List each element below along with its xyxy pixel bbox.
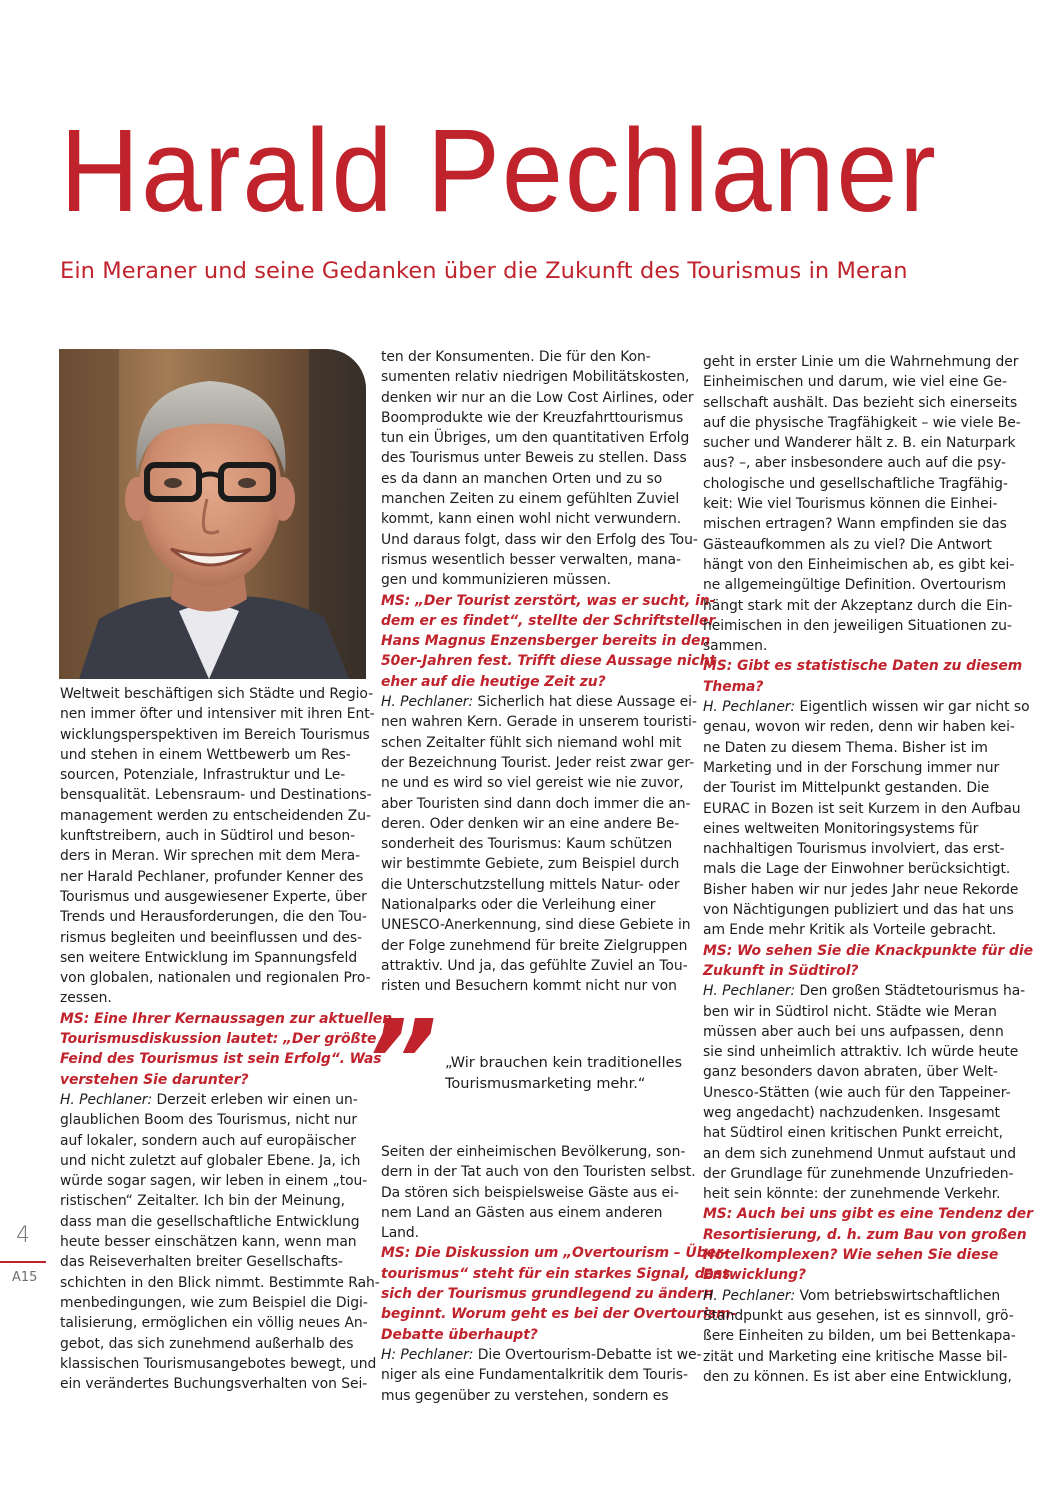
interview-question-line: Hans Magnus Enzensberger bereits in den	[381, 633, 711, 650]
article-subtitle: Ein Meraner und seine Gedanken über die Zukunft des Tourismus in Meran	[60, 258, 908, 284]
text-line: der Grundlage für zunehmende Unzufrieden-	[703, 1165, 1014, 1182]
text-line: mischen ertragen? Wann empfinden sie das	[703, 516, 1007, 533]
text-line	[60, 1090, 370, 1110]
text-line: wicklungsperspektiven im Bereich Tourismus	[60, 726, 370, 743]
text-line: ganz besonders davon abraten, über Welt-	[703, 1064, 998, 1081]
text-line: heimischen in den jeweiligen Situationen zu-	[703, 617, 1012, 634]
text-line: chologische und gesellschaftliche Tragfähig-	[703, 475, 1008, 492]
interview-question-line: MS: Die Diskussion um „Overtourism – Über-	[381, 1245, 729, 1262]
text-line: EURAC in Bozen ist seit Kurzem in den Aufbau	[703, 800, 1021, 817]
text-line: ristischen“ Zeitalter. Ich bin der Meinung,	[60, 1193, 345, 1210]
text-line: sucher und Wanderer hält z. B. ein Naturpark	[703, 435, 1016, 452]
text-line: ne allgemeingültige Definition. Overtourism	[703, 577, 1007, 594]
text-line: UNESCO-Anerkennung, sind diese Gebiete in	[381, 917, 691, 934]
page-number: 4	[16, 1223, 30, 1248]
article-title: Harald Pechlaner	[60, 105, 938, 237]
text-line: es da dann an manchen Orten und zu so	[381, 470, 663, 487]
text-line: von Nächtigungen publiziert und das hat uns	[703, 902, 1014, 919]
text-line: Marketing und in der Forschung immer nur	[703, 759, 1000, 776]
text-line: mus gegenüber zu verstehen, sondern es	[381, 1387, 669, 1404]
text-line: menbedingungen, wie zum Beispiel die Digi-	[60, 1294, 368, 1311]
interview-question-line: Entwicklung?	[703, 1267, 807, 1284]
interview-question-line: eher auf die heutige Zeit zu?	[381, 673, 606, 690]
text-line: zessen.	[60, 990, 112, 1007]
text-line: Seiten der einheimischen Bevölkerung, son-	[381, 1144, 686, 1160]
page-number-rule	[0, 1261, 46, 1263]
text-line: rismus wesentlich besser verwalten, mana-	[381, 551, 681, 568]
text-line	[703, 1286, 1013, 1306]
answer-text: Vom betriebswirtschaftlichen	[795, 1287, 1001, 1304]
text-line: nen wahren Kern. Gerade in unserem touristi-	[381, 714, 697, 731]
text-line: eines weltweiten Monitoringsystems für	[703, 820, 979, 837]
text-line: glaublichen Boom des Tourismus, nicht nur	[60, 1112, 358, 1129]
text-line: Land.	[381, 1225, 420, 1242]
text-line: Gästeaufkommen als zu viel? Die Antwort	[703, 536, 992, 553]
text-line: schichten in den Blick nimmt. Bestimmte Rah-	[60, 1274, 380, 1291]
text-line: wir bestimmte Gebiete, zum Beispiel durch	[381, 856, 680, 873]
text-line: den zu können. Es ist aber eine Entwicklung,	[703, 1368, 1012, 1385]
speaker-label: H. Pechlaner:	[703, 1287, 796, 1304]
article-column-2-bottom	[381, 1142, 737, 1406]
text-line: an dem sich zunehmend Unmut aufstaut und	[703, 1145, 1017, 1162]
text-line: gebot, das sich zunehmend außerhalb des	[60, 1335, 354, 1352]
quote-mark-icon: ”	[365, 997, 438, 1127]
interview-question-line: MS: Gibt es statistische Daten zu diesem	[703, 658, 1023, 675]
text-line: keit: Wie viel Tourismus können die Einhei-	[703, 496, 998, 513]
text-line: geht in erster Linie um die Wahrnehmung der	[703, 354, 1019, 370]
text-line: Bisher haben wir nur jedes Jahr neue Rekorde	[703, 881, 1019, 898]
text-line: ner Harald Pechlaner, profunder Kenner des	[60, 868, 364, 885]
text-line: talisierung, ermöglichen ein völlig neues An-	[60, 1315, 368, 1332]
text-line: heit sein könnte: der zunehmende Verkehr.	[703, 1186, 1001, 1203]
text-line: und stehen in einem Wettbewerb um Res-	[60, 746, 351, 763]
text-line: hängt stark mit der Akzeptanz durch die Ein-	[703, 597, 1013, 614]
text-line: rismus begleiten und beeinflussen und des-	[60, 929, 363, 946]
text-line: sen weitere Entwicklung im Spannungsfeld	[60, 949, 358, 966]
text-line: gen und kommunizieren müssen.	[381, 572, 611, 589]
text-line: bensqualität. Lebensraum- und Destinations-	[60, 787, 372, 804]
interview-question-line: Resortisierung, d. h. zum Bau von großen	[703, 1226, 1027, 1243]
text-line: die Unterschutzstellung mittels Natur- oder	[381, 876, 680, 893]
text-line: Boomprodukte wie der Kreuzfahrttourismus	[381, 409, 684, 426]
text-line: Tourismus und ausgewiesener Experte, über	[60, 888, 367, 905]
text-line: hat Südtirol einen kritischen Punkt erreicht,	[703, 1125, 1003, 1142]
text-line: dern in der Tat auch von den Touristen selbst.	[381, 1164, 696, 1181]
interview-question-line: Hotelkomplexen? Wie sehen Sie diese	[703, 1247, 999, 1264]
text-line: von globalen, nationalen und regionalen Pro-	[60, 970, 371, 987]
article-column-2-top	[381, 347, 717, 997]
text-line: genau, wovon wir reden, denn wir haben kei-	[703, 719, 1015, 736]
text-line: schen Zeitalter fühlt sich niemand wohl mit	[381, 734, 682, 751]
text-line: der Bezeichnung Tourist. Jeder reist zwar ger-	[381, 754, 695, 771]
text-line: ßere Einheiten zu bilden, um bei Bettenkapa-	[703, 1328, 1016, 1345]
text-line: klassischen Tourismusangebotes bewegt, und	[60, 1355, 377, 1372]
interview-question-line: Debatte überhaupt?	[381, 1326, 538, 1343]
speaker-label: H. Pechlaner:	[381, 694, 474, 711]
text-line: sumenten relativ niedrigen Mobilitätskosten,	[381, 369, 690, 386]
interview-question-line: MS: Auch bei uns gibt es eine Tendenz der	[703, 1206, 1033, 1223]
article-column-1	[60, 684, 393, 1394]
text-line: dass man die gesellschaftliche Entwicklung	[60, 1213, 360, 1230]
text-line: der Tourist im Mittelpunkt gestanden. Die	[703, 780, 990, 797]
text-line: würde sogar sagen, wir leben in einem „tou-	[60, 1173, 368, 1190]
text-line	[703, 697, 1030, 717]
text-line: mals die Lage der Einwohner berücksichtigt.	[703, 861, 1011, 878]
text-line: nen immer öfter und intensiver mit ihren Ent-	[60, 706, 375, 723]
text-line: ein verändertes Buchungsverhalten von Sei-	[60, 1376, 368, 1393]
text-line: nachhaltigen Tourismus involviert, das erst-	[703, 841, 1005, 858]
text-line: ben wir in Südtirol nicht. Städte wie Meran	[703, 1003, 997, 1020]
pull-quote	[365, 997, 695, 1127]
text-line: des Tourismus unter Beweis zu stellen. Dass	[381, 450, 687, 467]
interview-question-line: Tourismusdiskussion lautet: „Der größte	[60, 1031, 377, 1048]
interview-question-line: Feind des Tourismus ist sein Erfolg“. Was	[60, 1051, 382, 1068]
text-line: sammen.	[703, 638, 768, 655]
speaker-label: H. Pechlaner:	[703, 699, 796, 716]
answer-text: Sicherlich hat diese Aussage ei-	[473, 694, 697, 711]
speaker-label: H: Pechlaner:	[381, 1346, 474, 1363]
interview-question-line: Zukunft in Südtirol?	[703, 962, 859, 979]
text-line: ten der Konsumenten. Die für den Kon-	[381, 349, 651, 365]
text-line: weg angedacht) nachzudenken. Insgesamt	[703, 1104, 1000, 1121]
text-line: hängt von den Einheimischen ab, es gibt kei-	[703, 556, 1015, 573]
interview-question-line: Thema?	[703, 678, 764, 695]
text-line: am Ende mehr Kritik als Vorteile gebracht.	[703, 922, 997, 939]
text-line: nem Land an Gästen aus einem anderen	[381, 1204, 663, 1221]
text-line: tun ein Übriges, um den quantitativen Erfolg	[381, 430, 690, 447]
text-line: ne Daten zu diesem Thema. Bisher ist im	[703, 739, 988, 756]
text-line	[381, 692, 697, 712]
interview-question-line: MS: Wo sehen Sie die Knackpunkte für die	[703, 942, 1033, 959]
interview-question-line: MS: Eine Ihrer Kernaussagen zur aktuellen	[60, 1010, 393, 1027]
text-line: und nicht zuletzt auf globaler Ebene. Ja, ich	[60, 1152, 361, 1169]
text-line: kommt, kann einen wohl nicht verwundern.	[381, 511, 682, 528]
interview-question-line: beginnt. Worum geht es bei der Overtourism-	[381, 1306, 737, 1323]
page-code: A15	[12, 1270, 38, 1285]
answer-text: Die Overtourism-Debatte ist we-	[473, 1346, 702, 1363]
text-line: sourcen, Potenziale, Infrastruktur und Le-	[60, 767, 346, 784]
text-line: Da stören sich beispielsweise Gäste aus ei-	[381, 1184, 679, 1201]
text-line: auf lokaler, sondern auch auf europäischer	[60, 1132, 356, 1149]
text-line: risten und Besuchern kommt nicht nur von	[381, 978, 677, 995]
interview-question-line: sich der Tourismus grundlegend zu ändern	[381, 1286, 714, 1303]
text-line: sellschaft aushält. Das bezieht sich einerseits	[703, 394, 1018, 411]
text-line: management werden zu entscheidenden Zu-	[60, 807, 371, 824]
text-line: müssen aber auch bei uns aufpassen, denn	[703, 1023, 1004, 1040]
portrait-photo	[59, 349, 366, 679]
text-line: aus? –, aber insbesondere auch auf die psy-	[703, 455, 1006, 472]
text-line: Weltweit beschäftigen sich Städte und Regio-	[60, 686, 374, 702]
answer-text: Den großen Städtetourismus ha-	[795, 983, 1026, 1000]
text-line: attraktiv. Und ja, das gefühlte Zuviel an Tou-	[381, 957, 688, 974]
text-line: heute besser einschätzen kann, wenn man	[60, 1234, 357, 1251]
text-line: Und daraus folgt, dass wir den Erfolg des Tou-	[381, 531, 698, 548]
answer-text: Derzeit erleben wir einen un-	[152, 1091, 358, 1108]
text-line: Unesco-Stätten (wie auch für den Tappeiner-	[703, 1084, 1011, 1101]
interview-question-line: 50er-Jahren fest. Trifft diese Aussage nicht	[381, 653, 717, 670]
interview-question-line: verstehen Sie darunter?	[60, 1071, 249, 1088]
speaker-label: H. Pechlaner:	[703, 983, 796, 1000]
text-line	[703, 981, 1026, 1001]
text-line: ders in Meran. Wir sprechen mit dem Mera-	[60, 848, 361, 865]
article-column-3	[703, 352, 1033, 1387]
text-line: Trends und Herausforderungen, die den Tou-	[60, 909, 367, 926]
text-line: kunftstreibern, auch in Südtirol und beson-	[60, 828, 356, 845]
text-line: niger als eine Fundamentalkritik dem Touris-	[381, 1367, 688, 1384]
text-line: sie sind unheimlich attraktiv. Ich würde heute	[703, 1044, 1019, 1061]
interview-question-line: tourismus“ steht für ein starkes Signal, dass	[381, 1265, 731, 1282]
text-line	[381, 1345, 702, 1365]
text-line: ne und es wird so viel gereist wie nie zuvor,	[381, 775, 684, 792]
text-line: auf die physische Tragfähigkeit – wie viele Be-	[703, 414, 1021, 431]
interview-question-line: dem er es findet“, stellte der Schriftsteller	[381, 612, 716, 629]
text-line: deren. Oder denken wir an eine andere Be-	[381, 815, 680, 832]
text-line: denken wir nur an die Low Cost Airlines, oder	[381, 389, 694, 406]
text-line: Nationalparks oder die Verleihung einer	[381, 897, 656, 914]
answer-text: Eigentlich wissen wir gar nicht so	[795, 699, 1030, 716]
interview-question-line: MS: „Der Tourist zerstört, was er sucht, in-	[381, 592, 716, 609]
text-line: Einheimischen und darum, wie viel eine Ge-	[703, 374, 1008, 391]
text-line: manchen Zeiten zu einem gefühlten Zuviel	[381, 491, 680, 508]
pull-quote-text: „Wir brauchen kein traditionelles Tourismusmarketing mehr.“	[445, 1055, 683, 1092]
text-line: zität und Marketing eine kritische Masse bil-	[703, 1348, 1008, 1365]
text-line: der Folge zunehmend für breite Zielgruppen	[381, 937, 688, 954]
text-line: Standpunkt aus gesehen, ist es sinnvoll, grö-	[703, 1307, 1014, 1324]
text-line: aber Touristen sind dann doch immer die an-	[381, 795, 691, 812]
speaker-label: H. Pechlaner:	[60, 1091, 153, 1108]
text-line: das Reiseverhalten breiter Gesellschafts-	[60, 1254, 343, 1271]
text-line: sonderheit des Tourismus: Kaum schützen	[381, 836, 673, 853]
